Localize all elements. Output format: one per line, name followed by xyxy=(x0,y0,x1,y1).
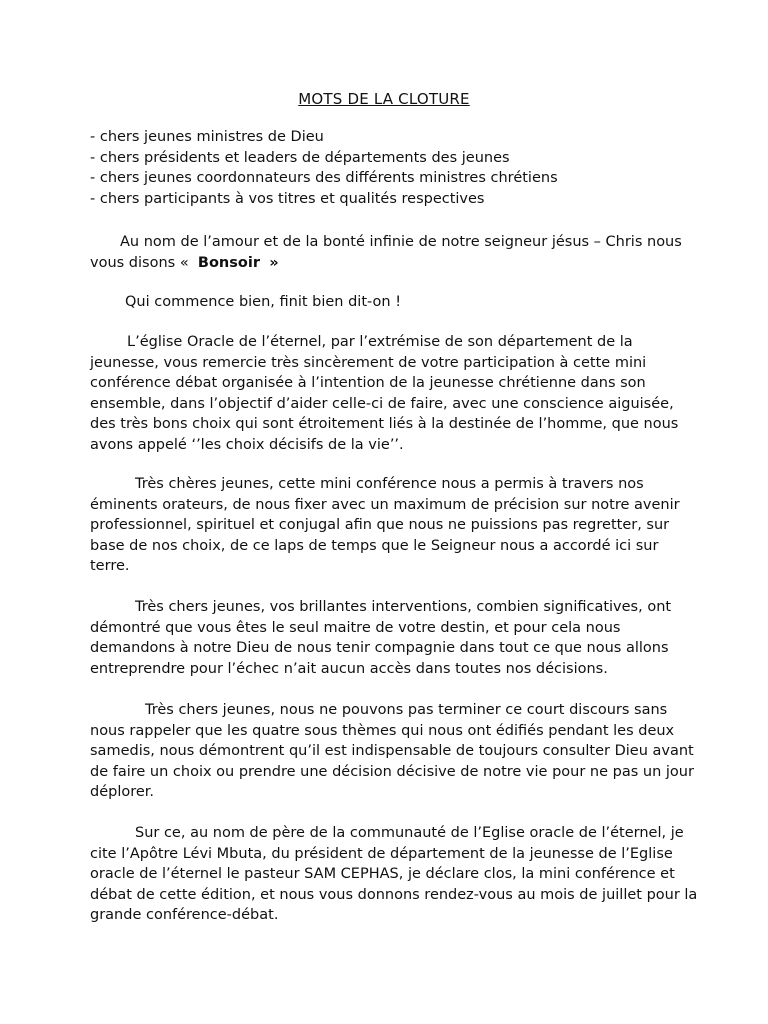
salutation-line: - chers participants à vos titres et qualités respectives xyxy=(90,190,485,207)
salutation-line: - chers jeunes coordonnateurs des différents ministres chrétiens xyxy=(90,170,558,186)
proverb-paragraph: Qui commence bien, finit bien dit-on ! xyxy=(125,294,402,310)
greeting-word: Bonsoir xyxy=(197,254,260,271)
body-paragraph: Très chers jeunes, nous ne pouvons pas terminer ce court discours sans nous rappeler que les quatre sous thèmes qui nous ont édifiés pendant les deux samedis, nous démontrent qu’il est indispensable de toujours consulter Dieu avant de faire un choix ou prendre une décision décisive de notre vie pour ne pas un jour déplorer. xyxy=(90,702,694,800)
body-paragraph: L’église Oracle de l’éternel, par l’extrémise de son département de la jeunesse, vous remercie très sincèrement de votre participation à cette mini conférence débat organisée à l’intention de la jeunesse chrétienne dans son ensemble, dans l’objectif d’aider celle-ci de faire, avec une conscience aiguisée, des très bons choix qui sont étroitement liés à la destinée de l’homme, que nous avons appelé ‘’les choix décisifs de la vie’’. xyxy=(90,334,679,453)
salutation-line: - chers présidents et leaders de départements des jeunes xyxy=(90,149,510,166)
salutation-line: - chers jeunes ministres de Dieu xyxy=(90,129,324,145)
salutation-list xyxy=(90,127,710,209)
document-title: MOTS DE LA CLOTURE xyxy=(298,90,470,108)
greeting-paragraph xyxy=(90,232,700,273)
greeting-tail: » xyxy=(269,254,279,271)
body-paragraph: Très chers jeunes, vos brillantes interventions, combien significatives, ont démontré que vous êtes le seul maitre de votre destin, et pour cela nous demandons à notre Dieu de nous tenir compagnie dans tout ce que nous allons entreprendre pour l’échec n’ait aucun accès dans toutes nos décisions. xyxy=(90,599,672,677)
body-paragraph: Très chères jeunes, cette mini conférence nous a permis à travers nos éminents orateurs, de nous fixer avec un maximum de précision sur notre avenir professionnel, spirituel et conjugal afin que nous ne puissions pas regretter, sur base de nos choix, de ce laps de temps que le Seigneur nous a accordé ici sur terre. xyxy=(90,476,680,574)
greeting-lead: Au nom de l’amour et de la bonté infinie de notre seigneur jésus – Chris nous vous disons « xyxy=(90,234,682,271)
body-paragraph: Sur ce, au nom de père de la communauté de l’Eglise oracle de l’éternel, je cite l’Apôtre Lévi Mbuta, du président de département de la jeunesse de l’Eglise oracle de l’éternel le pasteur SAM CEPHAS, je déclare clos, la mini conférence et débat de cette édition, et nous vous donnons rendez-vous au mois de juillet pour la grande conférence-débat. xyxy=(90,825,698,923)
